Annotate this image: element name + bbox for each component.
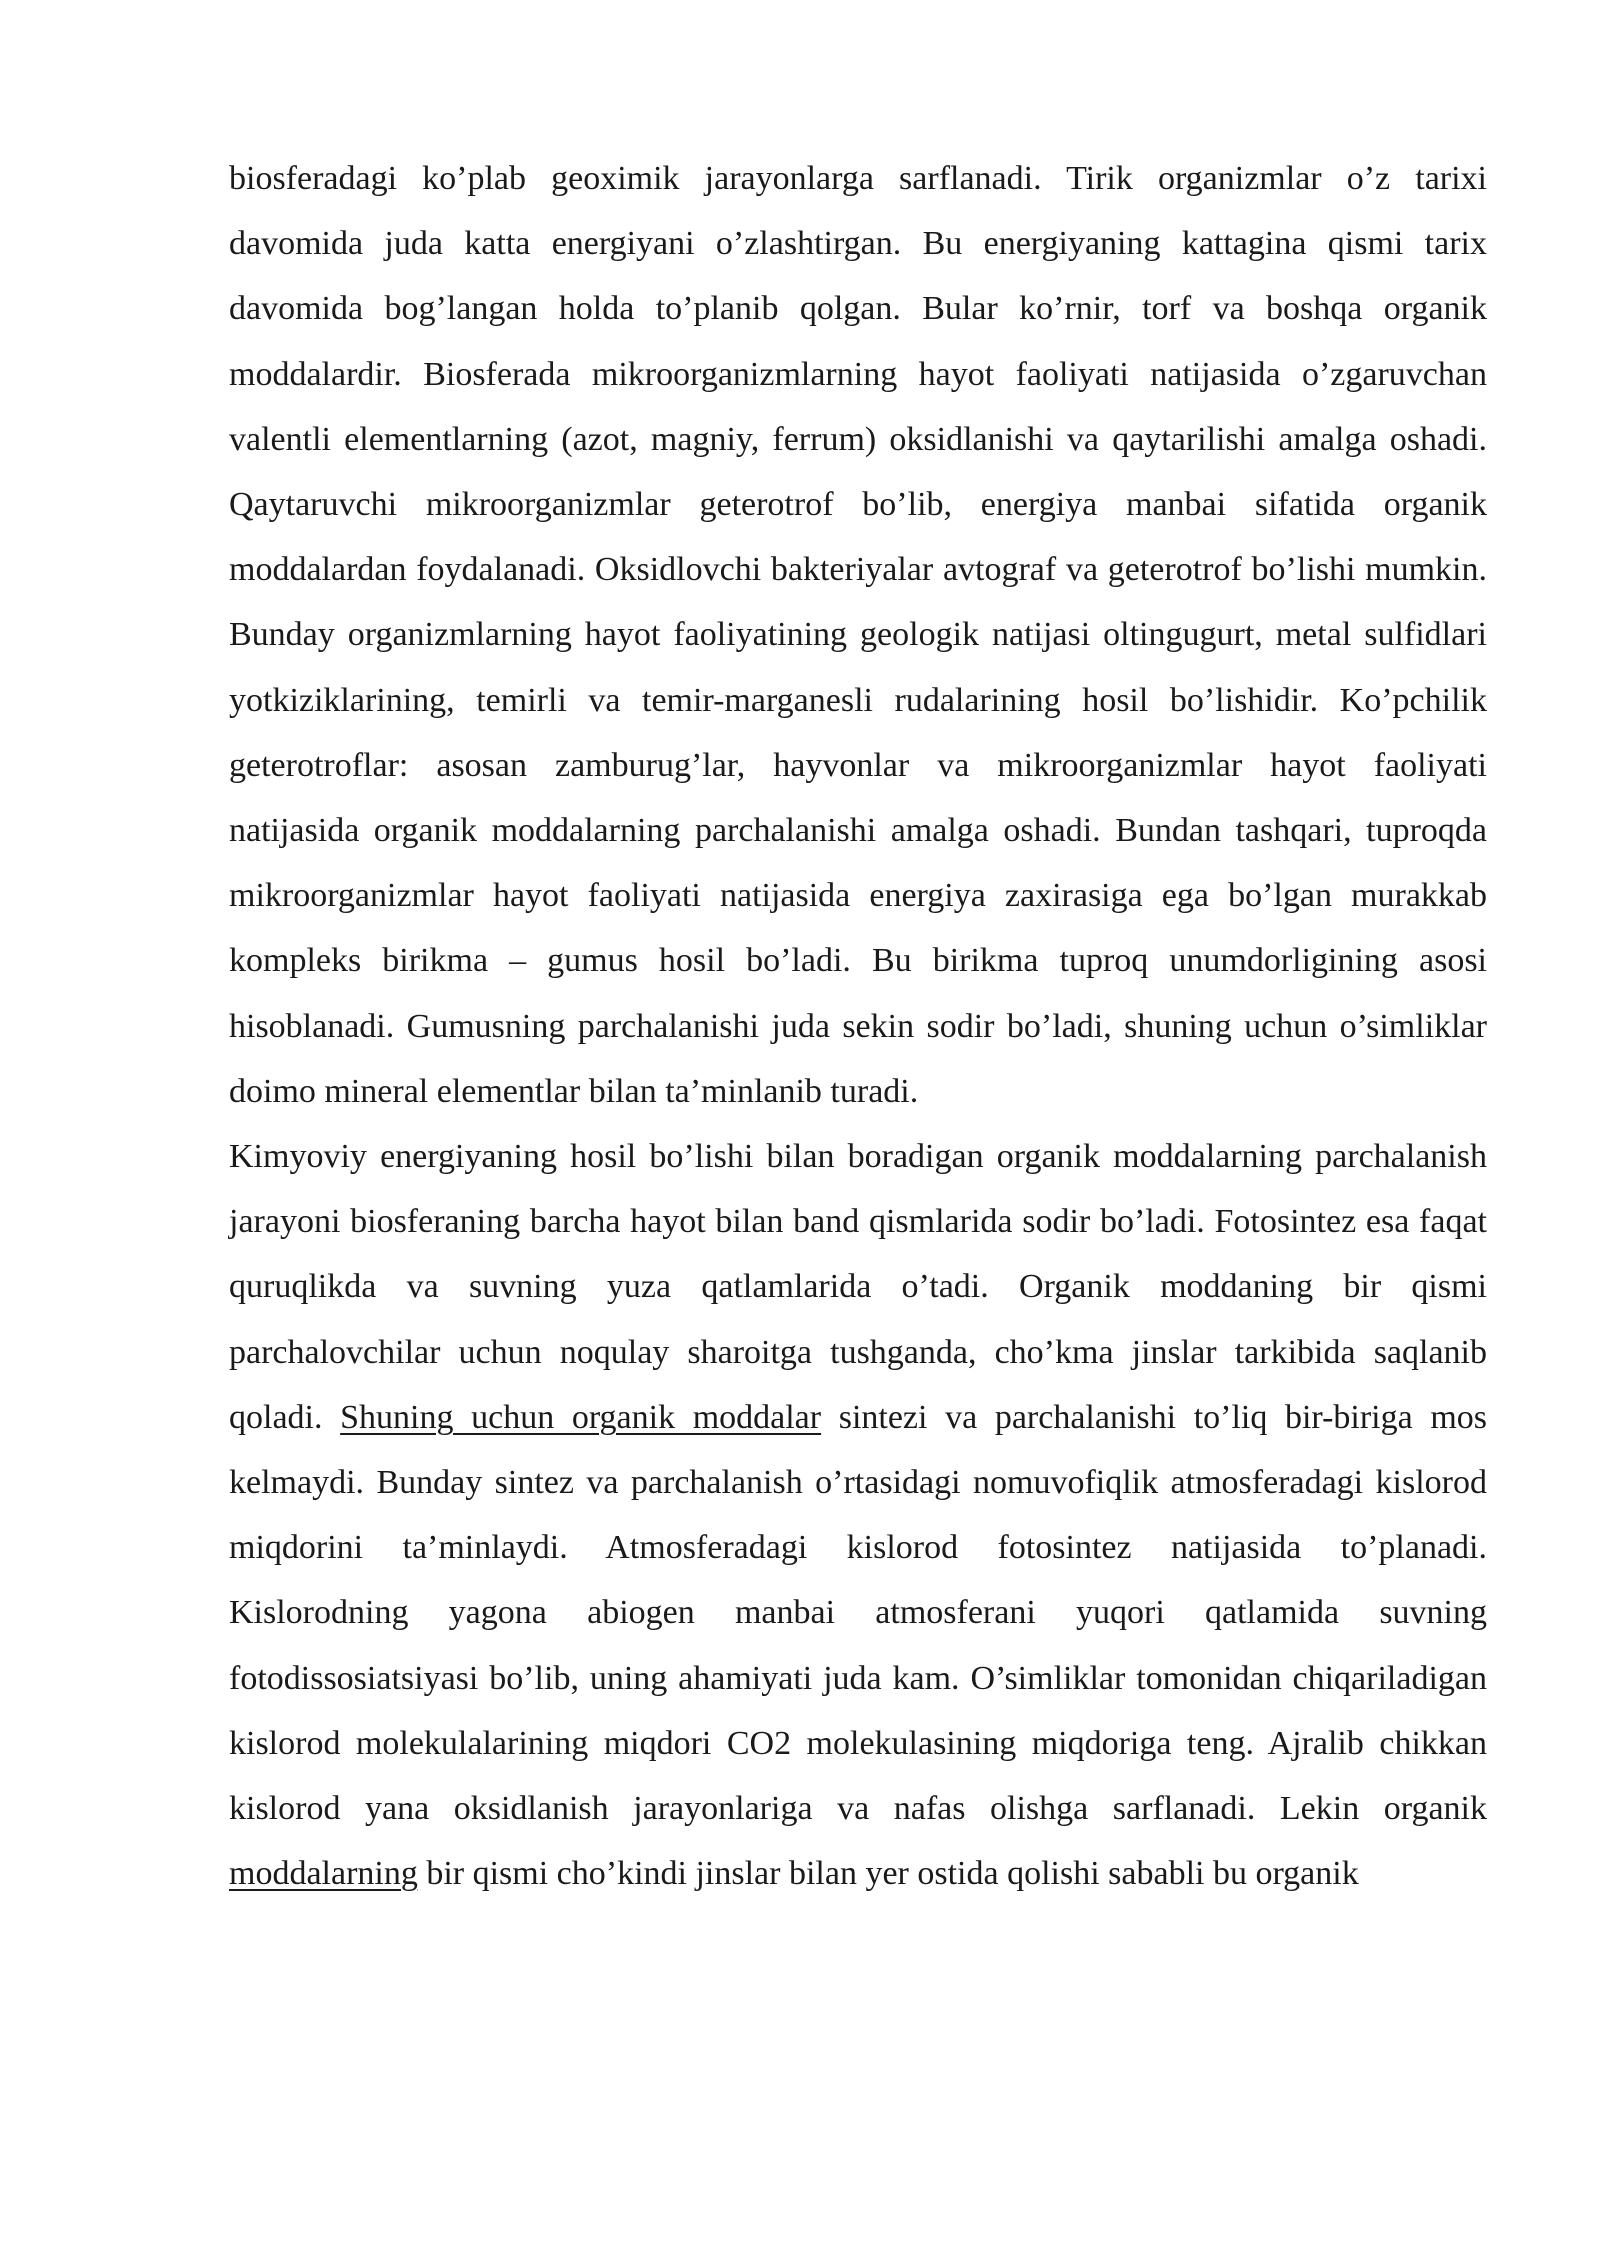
paragraph-2-part-1: Kimyoviy energiyaning hosil bo’lishi bilan boradigan organik moddalarning parchalanish jarayoni biosferaning barcha hayot bilan band qismlarida sodir bo’ladi. Fotosintez esa faqat quruqlikda va suvning yuza qatlamlarida o’tadi. Organik moddaning bir qismi parchalovchilar uchun noqulay sharoitga tushganda, cho’kma jinslar tarkibida saqlanib qoladi. — [229, 1138, 1487, 1436]
paragraph-2-part-2: sintezi va parchalanishi to’liq bir-biriga mos kelmaydi. Bunday sintez va parchalanish o’rtasidagi nomuvofiqlik atmosferadagi kislorod miqdorini ta’minlaydi. Atmosferadagi kislorod fotosintez natijasida to’planadi. Kislorodning yagona abiogen manbai atmosferani yuqori qatlamida suvning fotodissosiatsiyasi bo’lib, uning ahamiyati juda kam. O’simliklar tomonidan chiqariladigan kislorod molekulalarining miqdori CO2 molekulasining miqdoriga teng. Ajralib chikkan kislorod yana oksidlanish jarayonlariga va nafas olishga sarflanadi. Lekin organik — [229, 1398, 1488, 1828]
underlined-phrase-2: moddalarning — [229, 1855, 418, 1893]
body-text — [229, 146, 1487, 1906]
underlined-phrase-1: Shuning uchun organik moddalar — [340, 1398, 822, 1436]
paragraph-1: biosferadagi ko’plab geoximik jarayonlarga sarflanadi. Tirik organizmlar o’z tarixi davomida juda katta energiyani o’zlashtirgan. Bu energiyaning kattagina qismi tarix davomida bog’langan holda to’planib qolgan. Bular ko’rnir, torf va boshqa organik moddalardir. Biosferada mikroorganizmlarning hayot faoliyati natijasida o’zgaruvchan valentli elementlarning (azot, magniy, ferrum) oksidlanishi va qaytarilishi amalga oshadi. Qaytaruvchi mikroorganizmlar geterotrof bo’lib, energiya manbai sifatida organik moddalardan foydalanadi. Oksidlovchi bakteriyalar avtograf va geterotrof bo’lishi mumkin. Bunday organizmlarning hayot faoliyatining geologik natijasi oltingugurt, metal sulfidlari yotkiziklarining, temirli va temir-marganesli rudalarining hosil bo’lishidir. Ko’pchilik geterotroflar: asosan zamburug’lar, hayvonlar va mikroorganizmlar hayot faoliyati natijasida organik moddalarning parchalanishi amalga oshadi. Bundan tashqari, tuproqda mikroorganizmlar hayot faoliyati natijasida energiya zaxirasiga ega bo’lgan murakkab kompleks birikma – gumus hosil bo’ladi. Bu birikma tuproq unumdorligining asosi hisoblanadi. Gumusning parchalanishi juda sekin sodir bo’ladi, shuning uchun o’simliklar doimo mineral elementlar bilan ta’minlanib turadi. — [229, 160, 1487, 1110]
paragraph-2-part-3: bir qismi cho’kindi jinslar bilan yer ostida qolishi sababli bu organik — [417, 1855, 1359, 1893]
paragraph-2 — [229, 1124, 1487, 1906]
